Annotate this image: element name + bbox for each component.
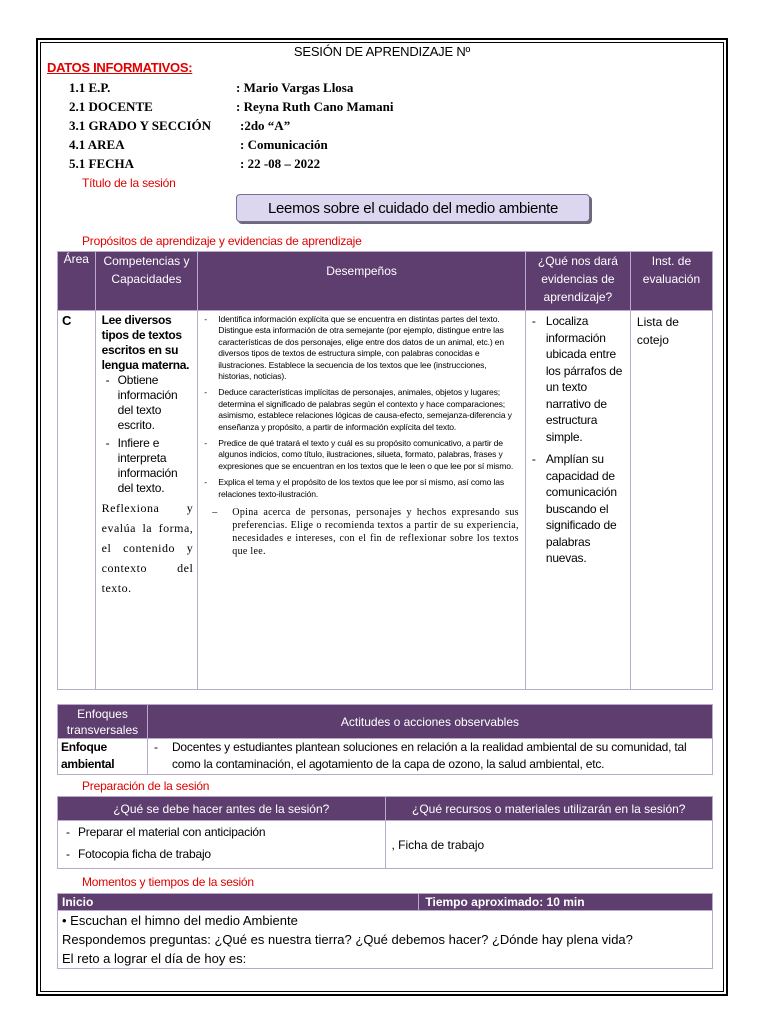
preparacion-label: Preparación de la sesión xyxy=(82,779,210,793)
accion-text: Docentes y estudiantes plantean soluciones en relación a la realidad ambiental de su comunidad, tal como la contaminación, el agotamiento de la capa de ozono, la salud ambiental, etc. xyxy=(171,740,687,771)
desempeno-item: - Explica el tema y el propósito de los textos que lee por sí mismo, así como las relaciones texto-ilustración. xyxy=(202,477,519,500)
instrumento-cell: Lista de cotejo xyxy=(630,311,712,690)
antes-list xyxy=(62,821,381,865)
header-enfoques: Enfoques transversales xyxy=(58,705,148,739)
evidencia-item: - Amplían su capacidad de comunicación buscando el significado de palabras nuevas. xyxy=(530,451,626,567)
antes-cell xyxy=(58,821,386,869)
competencias-cell xyxy=(95,311,198,690)
info-value-docente: : Reyna Ruth Cano Mamani xyxy=(236,99,394,114)
enfoque-ambiental: Enfoque ambiental xyxy=(58,739,148,775)
titulo-sesion-label: Título de la sesión xyxy=(82,176,176,190)
evidencias-cell xyxy=(525,311,630,690)
capacidad-item: - Obtiene información del texto escrito. xyxy=(102,373,194,433)
inicio-label: Inicio xyxy=(58,894,419,911)
accion-observable xyxy=(147,739,712,775)
capacidades-list xyxy=(102,373,194,496)
competencia-title: Lee diversos tipos de textos escritos en su lengua materna. xyxy=(101,313,190,372)
desempeno-opina: – Opina acerca de personas, personajes y hechos expresando sus preferencias. Elige o recomienda textos a partir de su experiencia, necesidades e intereses, con el fin de reflexionar sobre los textos que lee. xyxy=(202,506,519,558)
datos-informativos-heading: DATOS INFORMATIVOS: xyxy=(47,60,193,75)
inicio-line: Respondemos preguntas: ¿Qué es nuestra tierra? ¿Qué debemos hacer? ¿Dónde hay plena vida? xyxy=(62,932,633,947)
info-key-area: 4.1 AREA xyxy=(69,137,125,152)
document-title: SESIÓN DE APRENDIZAJE Nº xyxy=(293,44,471,59)
propositos-label: Propósitos de aprendizaje y evidencias de aprendizaje xyxy=(82,234,362,248)
desempeno-item: - Predice de qué tratará el texto y cuál es su propósito comunicativo, a partir de algunos indicios, como título, ilustraciones, silueta, formato, palabras, frases y expresiones que se encuentran en los textos que le leen o que lee por sí mismo. xyxy=(202,438,519,472)
inicio-line: • Escuchan el himno del medio Ambiente xyxy=(62,913,298,928)
antes-item: - Preparar el material con anticipación xyxy=(62,821,381,843)
desempeno-item: - Deduce características implícitas de personajes, animales, objetos y lugares; determina el significado de palabras según el contexto y hace comparaciones; asimismo, establece relaciones lógicas de causa-efecto, semejanza-diferencia y enseñanza y propósito, a partir de información explícita del texto. xyxy=(202,387,519,433)
header-instrumento: Inst. de evaluación xyxy=(630,252,712,311)
header-evidencias: ¿Qué nos dará evidencias de aprendizaje? xyxy=(525,252,630,311)
info-value-grado: :2do “A” xyxy=(240,118,291,133)
header-area: Área xyxy=(58,252,96,311)
session-title: Leemos sobre el cuidado del medio ambiente xyxy=(236,194,590,222)
momentos-table xyxy=(57,893,713,969)
tiempo-label: Tiempo aproximado: 10 min xyxy=(419,894,713,911)
capacidad-item: - Infiere e interpreta información del texto. xyxy=(102,436,194,496)
header-actitudes: Actitudes o acciones observables xyxy=(147,705,712,739)
info-value-area: : Comunicación xyxy=(240,137,328,152)
enfoques-table xyxy=(57,704,713,775)
preparacion-table xyxy=(57,796,713,869)
info-value-fecha: : 22 -08 – 2022 xyxy=(240,156,321,171)
header-competencias: Competencias y Capacidades xyxy=(95,252,198,311)
header-antes-sesion: ¿Qué se debe hacer antes de la sesión? xyxy=(58,797,386,821)
desempenos-cell xyxy=(198,311,526,690)
evidencia-item: - Localiza información ubicada entre los párrafos de un texto narrativo de estructura simple. xyxy=(530,313,626,445)
momentos-label: Momentos y tiempos de la sesión xyxy=(82,875,254,889)
antes-item: - Fotocopia ficha de trabajo xyxy=(62,843,381,865)
inicio-content xyxy=(58,911,713,969)
area-code: C xyxy=(58,311,96,690)
capacidad-reflexiona: Reflexiona y evalúa la forma, el contenido y contexto del texto. xyxy=(101,501,194,595)
inicio-line: El reto a lograr el día de hoy es: xyxy=(62,951,247,966)
recursos-cell: , Ficha de trabajo xyxy=(385,821,712,869)
info-key-grado: 3.1 GRADO Y SECCIÓN xyxy=(69,118,212,133)
info-key-fecha: 5.1 FECHA xyxy=(69,156,134,171)
info-key-ep: 1.1 E.P. xyxy=(69,80,111,95)
info-key-docente: 2.1 DOCENTE xyxy=(69,99,153,114)
info-value-ep: : Mario Vargas Llosa xyxy=(236,80,354,95)
desempeno-item: - Identifica información explícita que se encuentra en distintas partes del texto. Distingue esta información de otra semejante (por ejemplo, distingue entre las características de dos personajes, elige entre dos datos de un animal, etc.) en diversos tipos de textos de estructura simple, con palabras conocidas e ilustraciones. Establece la secuencia de los textos que lee (instrucciones, historias, noticias). xyxy=(202,314,519,382)
header-recursos: ¿Qué recursos o materiales utilizarán en la sesión? xyxy=(385,797,712,821)
purposes-table xyxy=(57,251,713,690)
dash-marker: - xyxy=(153,740,158,754)
header-desempenos: Desempeños xyxy=(198,252,526,311)
